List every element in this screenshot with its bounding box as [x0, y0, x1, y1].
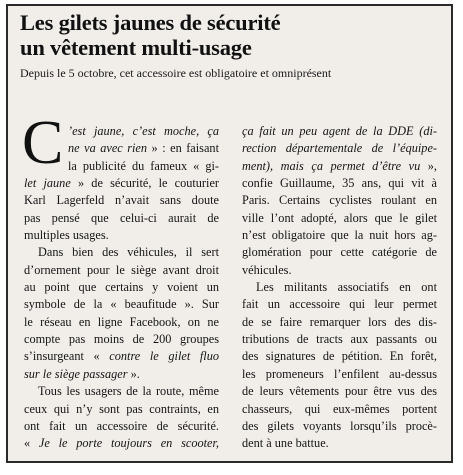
body-text: de se faire remarquer lors des dis-: [242, 314, 437, 329]
article-column-right: [242, 123, 437, 453]
body-text: la publicité du fameux « gi-: [68, 158, 219, 173]
italic-quote-text: contre le gilet fluo: [109, 349, 219, 364]
article-subtitle: Depuis le 5 octobre, cet accessoire est obligatoire et omniprésent: [20, 66, 332, 80]
text-line: [24, 192, 219, 209]
text-line: [242, 279, 437, 296]
italic-quote-text: Je le porte toujours en scooter,: [38, 436, 219, 451]
body-text: ville l’ont adopté, alors que le gilet: [242, 210, 437, 225]
text-line: [242, 418, 437, 435]
text-line: [24, 262, 219, 279]
text-line: [242, 140, 437, 157]
text-line: [242, 262, 437, 279]
body-text: compte pas moins de 200 groupes: [24, 332, 219, 347]
text-line: [242, 331, 437, 348]
body-text: multiples usages.: [24, 228, 109, 243]
text-line: [24, 366, 219, 383]
text-line: [24, 348, 219, 365]
text-line: [242, 158, 437, 175]
body-text: Karl Lagerfeld n’avait sans doute: [24, 193, 219, 208]
text-line: [24, 296, 219, 313]
text-line: [242, 314, 437, 331]
body-text: Les militants associatifs en ont: [256, 280, 437, 295]
body-text: n’est obligatoire que la nuit hors ag-: [242, 228, 437, 243]
italic-quote-text: let jaune: [24, 176, 71, 191]
text-line: [242, 348, 437, 365]
body-text: les promeneurs l’enfilent au-dessus: [242, 366, 437, 381]
text-line: [242, 123, 437, 140]
text-line: [24, 435, 219, 452]
italic-quote-text: ne va avec rien: [68, 141, 148, 156]
body-text: ceux qui n’y sont pas contraints, en: [24, 401, 219, 416]
article-column-left: [24, 123, 219, 453]
body-text: «: [24, 436, 39, 451]
body-text: Paris. Certains cyclistes roulant en: [242, 193, 437, 208]
body-text: »,: [420, 158, 437, 173]
body-text: dent à une battue.: [242, 436, 329, 451]
text-line: [24, 331, 219, 348]
body-text: Dans bien des véhicules, il sert: [38, 245, 219, 260]
text-line: [24, 244, 219, 261]
body-text: Tous les usagers de la route, même: [38, 384, 219, 399]
body-text: au point que certains y voient un: [24, 280, 219, 295]
text-line: [24, 123, 219, 140]
body-text: de leurs vêtements pour être vus des: [242, 384, 437, 399]
title-line-1: Les gilets jaunes de sécurité: [20, 10, 281, 35]
body-text: fait un accessoire qui leur permet: [242, 297, 437, 312]
italic-quote-text: rection départementale de l’équipe-: [242, 141, 437, 156]
article-title: [20, 10, 280, 60]
italic-quote-text: sur le siège passager: [24, 366, 128, 381]
text-line: [24, 383, 219, 400]
italic-quote-text: ment), mais ça permet d’être vu: [242, 158, 421, 173]
text-line: [24, 401, 219, 418]
text-line: [24, 210, 219, 227]
body-text: » : en faisant: [147, 141, 219, 156]
text-line: [24, 227, 219, 244]
body-text: glomération pour cette catégorie de: [242, 245, 437, 260]
body-text: chasseurs, qui eux-mêmes portent: [242, 401, 437, 416]
body-text: » de sécurité, le couturier: [70, 176, 219, 191]
drop-cap: C: [22, 109, 64, 177]
text-line: [24, 158, 219, 175]
article-frame: [6, 4, 453, 463]
text-line: [242, 175, 437, 192]
body-text: ».: [127, 366, 140, 381]
body-text: des signatures de pétition. En forêt,: [242, 349, 437, 364]
text-line: [24, 140, 219, 157]
text-line: [24, 418, 219, 435]
text-line: [242, 244, 437, 261]
body-text: ont fait un accessoire de sécurité.: [24, 418, 219, 433]
text-line: [242, 296, 437, 313]
italic-quote-text: ’est jaune, c’est moche, ça: [68, 124, 219, 138]
body-text: véhicules.: [242, 262, 292, 277]
text-line: [242, 210, 437, 227]
body-text: le réseau en ligne Facebook, on ne: [24, 314, 219, 329]
body-text: d’ornement pour le siège avant droit: [24, 262, 219, 277]
title-line-2: un vêtement multi-usage: [20, 35, 252, 60]
body-text: symbole de la « beaufitude ». Sur: [24, 297, 219, 312]
body-text: s’insurgeant «: [24, 349, 110, 364]
body-text: tributions de tracts aux passants ou: [242, 332, 437, 347]
text-line: [242, 435, 437, 452]
body-text: des gilets voyants lorsqu’ils procè-: [242, 418, 437, 433]
body-text: confie Guillaume, 35 ans, qui vit à: [242, 176, 437, 191]
text-line: [242, 192, 437, 209]
text-line: [242, 383, 437, 400]
body-text: pas pensé que celui-ci aurait de: [24, 210, 219, 225]
italic-quote-text: ça fait un peu agent de la DDE (di-: [242, 124, 437, 138]
text-line: [242, 401, 437, 418]
text-line: [24, 279, 219, 296]
text-line: [24, 314, 219, 331]
text-line: [242, 227, 437, 244]
text-line: [24, 175, 219, 192]
text-line: [242, 366, 437, 383]
